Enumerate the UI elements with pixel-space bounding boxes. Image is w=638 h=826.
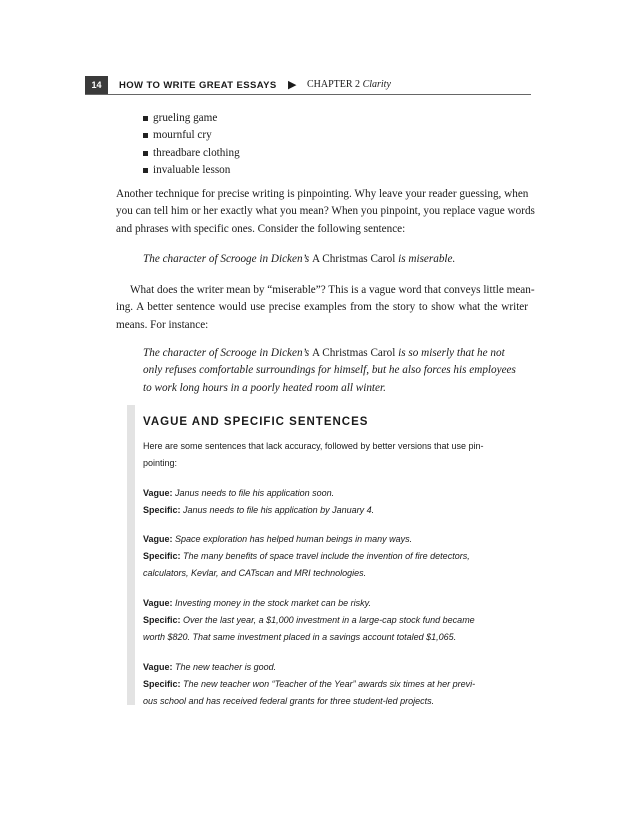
vague-label: Vague: — [143, 662, 173, 672]
vague-sentence — [143, 531, 412, 548]
arrow-right-icon: ▶ — [288, 78, 297, 91]
vague-sentence — [143, 485, 334, 502]
book-title: HOW TO WRITE GREAT ESSAYS — [119, 80, 277, 91]
specific-sentence-continued — [143, 693, 434, 710]
sentence-text: Janus needs to file his application by January 4. — [183, 505, 375, 515]
specific-sentence — [143, 502, 374, 519]
sidebar-intro-line: Here are some sentences that lack accuracy, followed by better versions that use pin- — [143, 441, 484, 451]
paragraph-line: ing. A better sentence would use precise examples from the story to show what the writer — [116, 301, 528, 314]
specific-label: Specific: — [143, 615, 181, 625]
vague-label: Vague: — [143, 534, 173, 544]
sentence-text: Investing money in the stock market can be risky. — [175, 598, 371, 608]
chapter-label — [307, 79, 391, 91]
quote-line — [143, 345, 516, 362]
quote-line: only refuses comfortable surroundings for himself, but he also forces his employees — [143, 364, 516, 377]
list-item: grueling game — [143, 110, 240, 127]
book-title-ref: A Christmas Carol — [312, 347, 396, 359]
quote-text: is miserable. — [398, 253, 456, 265]
quote-line: to work long hours in a poorly heated room all winter. — [143, 381, 386, 394]
header-rule — [85, 94, 531, 95]
sentence-text: Janus needs to file his application soon. — [175, 488, 335, 498]
sentence-text: calculators, Kevlar, and CATscan and MRI technologies. — [143, 568, 367, 578]
paragraph-miserable — [116, 282, 535, 334]
sentence-text: ous school and has received federal grants for three student-led projects. — [143, 696, 435, 706]
specific-sentence — [143, 676, 475, 693]
chapter-number: CHAPTER 2 — [307, 79, 361, 90]
specific-label: Specific: — [143, 505, 181, 515]
running-header — [85, 76, 531, 95]
specific-sentence — [143, 612, 475, 629]
sentence-text: The many benefits of space travel include the invention of fire detectors, — [183, 551, 470, 561]
sidebar-intro-line: pointing: — [143, 458, 178, 468]
paragraph-line: means. For instance: — [116, 318, 209, 331]
sidebar-accent-bar — [127, 405, 135, 705]
specific-sentence — [143, 548, 470, 565]
paragraph-pinpointing — [116, 186, 535, 238]
example-sentence-vague — [143, 251, 455, 268]
book-title-ref: A Christmas Carol — [312, 253, 396, 265]
page-number: 14 — [85, 76, 108, 95]
quote-text: is so miserly that he not — [398, 347, 505, 359]
paragraph-line: Another technique for precise writing is pinpointing. Why leave your reader guessing, when — [116, 188, 529, 200]
sentence-text: Space exploration has helped human beings in many ways. — [175, 534, 413, 544]
paragraph-line: you can tell him or her exactly what you mean? When you pinpoint, you replace vague words — [116, 205, 535, 218]
list-item: invaluable lesson — [143, 162, 240, 179]
quote-text: The character of Scrooge in Dicken’s — [143, 347, 310, 359]
chapter-name: Clarity — [362, 79, 391, 90]
sentence-text: The new teacher is good. — [175, 662, 277, 672]
quote-text: The character of Scrooge in Dicken’s — [143, 253, 310, 265]
paragraph-line: What does the writer mean by “miserable”? This is a vague word that conveys little mean- — [130, 284, 535, 296]
vague-sentence — [143, 595, 371, 612]
sentence-text: Over the last year, a $1,000 investment in a large-cap stock fund became — [183, 615, 475, 625]
specific-sentence-continued — [143, 629, 456, 646]
sentence-text: The new teacher won “Teacher of the Year” awards six times at her previ- — [183, 679, 476, 689]
specific-label: Specific: — [143, 551, 181, 561]
specific-label: Specific: — [143, 679, 181, 689]
sidebar-box — [127, 405, 527, 705]
paragraph-line: and phrases with specific ones. Consider the following sentence: — [116, 222, 406, 235]
sentence-text: worth $820. That same investment placed in a savings account totaled $1,065. — [143, 632, 457, 642]
sidebar-title: VAGUE AND SPECIFIC SENTENCES — [143, 416, 369, 428]
example-sentence-specific — [143, 345, 516, 397]
list-item: threadbare clothing — [143, 145, 240, 162]
vague-sentence — [143, 659, 276, 676]
list-item: mournful cry — [143, 127, 240, 144]
vague-label: Vague: — [143, 488, 173, 498]
specific-sentence-continued — [143, 565, 366, 582]
vague-label: Vague: — [143, 598, 173, 608]
example-bullet-list — [143, 110, 240, 179]
